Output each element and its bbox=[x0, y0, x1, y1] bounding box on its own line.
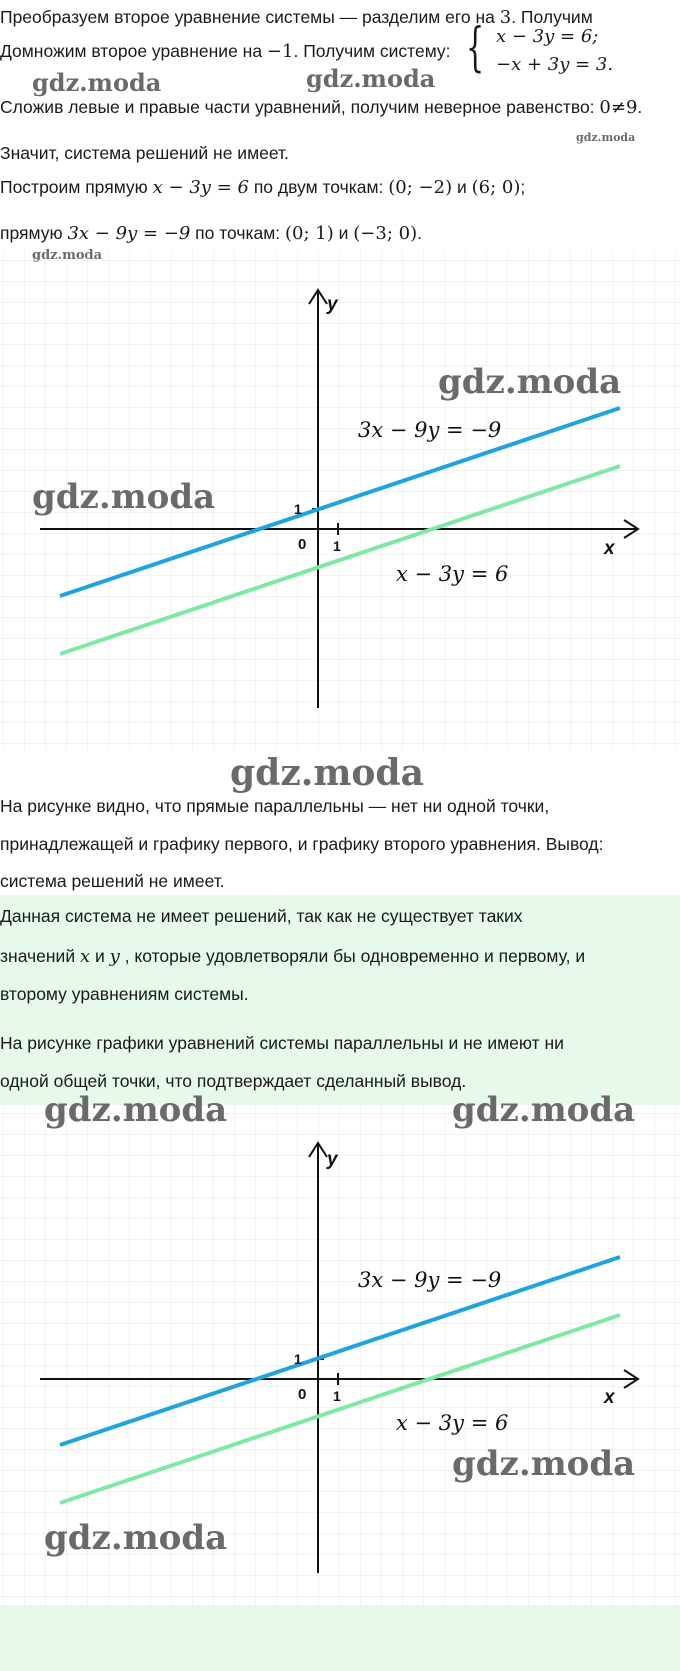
label-green-equation: x − 3y = 6 bbox=[396, 562, 509, 586]
origin-label: 0 bbox=[298, 1386, 307, 1403]
graph-2-svg bbox=[0, 1105, 680, 1605]
watermark: gdz.moda bbox=[230, 752, 424, 794]
watermark: gdz.moda bbox=[32, 68, 162, 97]
system-equation-2: −x + 3y = 3. bbox=[496, 54, 614, 75]
text-line-4: Значит, система решений не имеет. bbox=[0, 143, 289, 163]
watermark: gdz.moda bbox=[44, 1518, 228, 1558]
highlight-line-3: второму уравнениям системы. bbox=[0, 984, 249, 1004]
watermark: gdz.moda bbox=[44, 1090, 228, 1130]
text-line-2: Домножим второе уравнение на −1. Получим систему: bbox=[0, 41, 451, 62]
origin-label: 0 bbox=[298, 536, 307, 553]
x-axis-label: x bbox=[604, 538, 615, 559]
label-green-equation: x − 3y = 6 bbox=[396, 1411, 509, 1435]
highlight-line-5: одной общей точки, что подтверждает сделанный вывод. bbox=[0, 1071, 467, 1091]
system-equation-1: x − 3y = 6; bbox=[496, 26, 599, 47]
text-line-1: Преобразуем второе уравнение системы — разделим его на 3. Получим bbox=[0, 7, 593, 28]
text-line-5: Построим прямую x − 3y = 6 по двум точкам: (0; −2) и (6; 0); bbox=[0, 177, 526, 198]
watermark: gdz.moda bbox=[452, 1090, 636, 1130]
watermark: gdz.moda bbox=[576, 131, 636, 144]
x-tick-label: 1 bbox=[333, 538, 341, 554]
label-blue-equation: 3x − 9y = −9 bbox=[358, 418, 502, 442]
text-line-3: Сложив левые и правые части уравнений, получим неверное равенство: 0≠9. bbox=[0, 97, 643, 118]
y-axis-label: y bbox=[327, 1149, 338, 1170]
paragraph-line-1: На рисунке видно, что прямые параллельны — нет ни одной точки, bbox=[0, 796, 550, 816]
system-brace: { bbox=[466, 18, 485, 78]
x-axis-label: x bbox=[604, 1387, 615, 1408]
x-tick-label: 1 bbox=[333, 1388, 341, 1404]
label-blue-equation: 3x − 9y = −9 bbox=[358, 1268, 502, 1292]
graph-1 bbox=[0, 250, 680, 750]
paragraph-line-3: система решений не имеет. bbox=[0, 871, 225, 891]
highlight-line-1: Данная система не имеет решений, так как не существует таких bbox=[0, 906, 523, 926]
y-tick-label: 1 bbox=[294, 501, 302, 517]
graph-2 bbox=[0, 1105, 680, 1605]
y-tick-label: 1 bbox=[294, 1351, 302, 1367]
watermark: gdz.moda bbox=[452, 1444, 636, 1484]
paragraph-line-2: принадлежащей и графику первого, и графику второго уравнения. Вывод: bbox=[0, 834, 604, 854]
text-line-6: прямую 3x − 9y = −9 по точкам: (0; 1) и (−3; 0). bbox=[0, 223, 422, 244]
watermark: gdz.moda bbox=[438, 362, 622, 402]
watermark: gdz.moda bbox=[306, 64, 436, 93]
highlight-footer bbox=[0, 1605, 680, 1671]
graph-1-svg bbox=[0, 250, 680, 750]
highlight-line-4: На рисунке графики уравнений системы параллельны и не имеют ни bbox=[0, 1033, 564, 1053]
y-axis-label: y bbox=[327, 294, 338, 315]
equation-system bbox=[466, 18, 656, 78]
highlight-line-2: значений x и y , которые удовлетворяли бы одновременно и первому, и bbox=[0, 946, 586, 967]
watermark: gdz.moda bbox=[32, 477, 216, 517]
